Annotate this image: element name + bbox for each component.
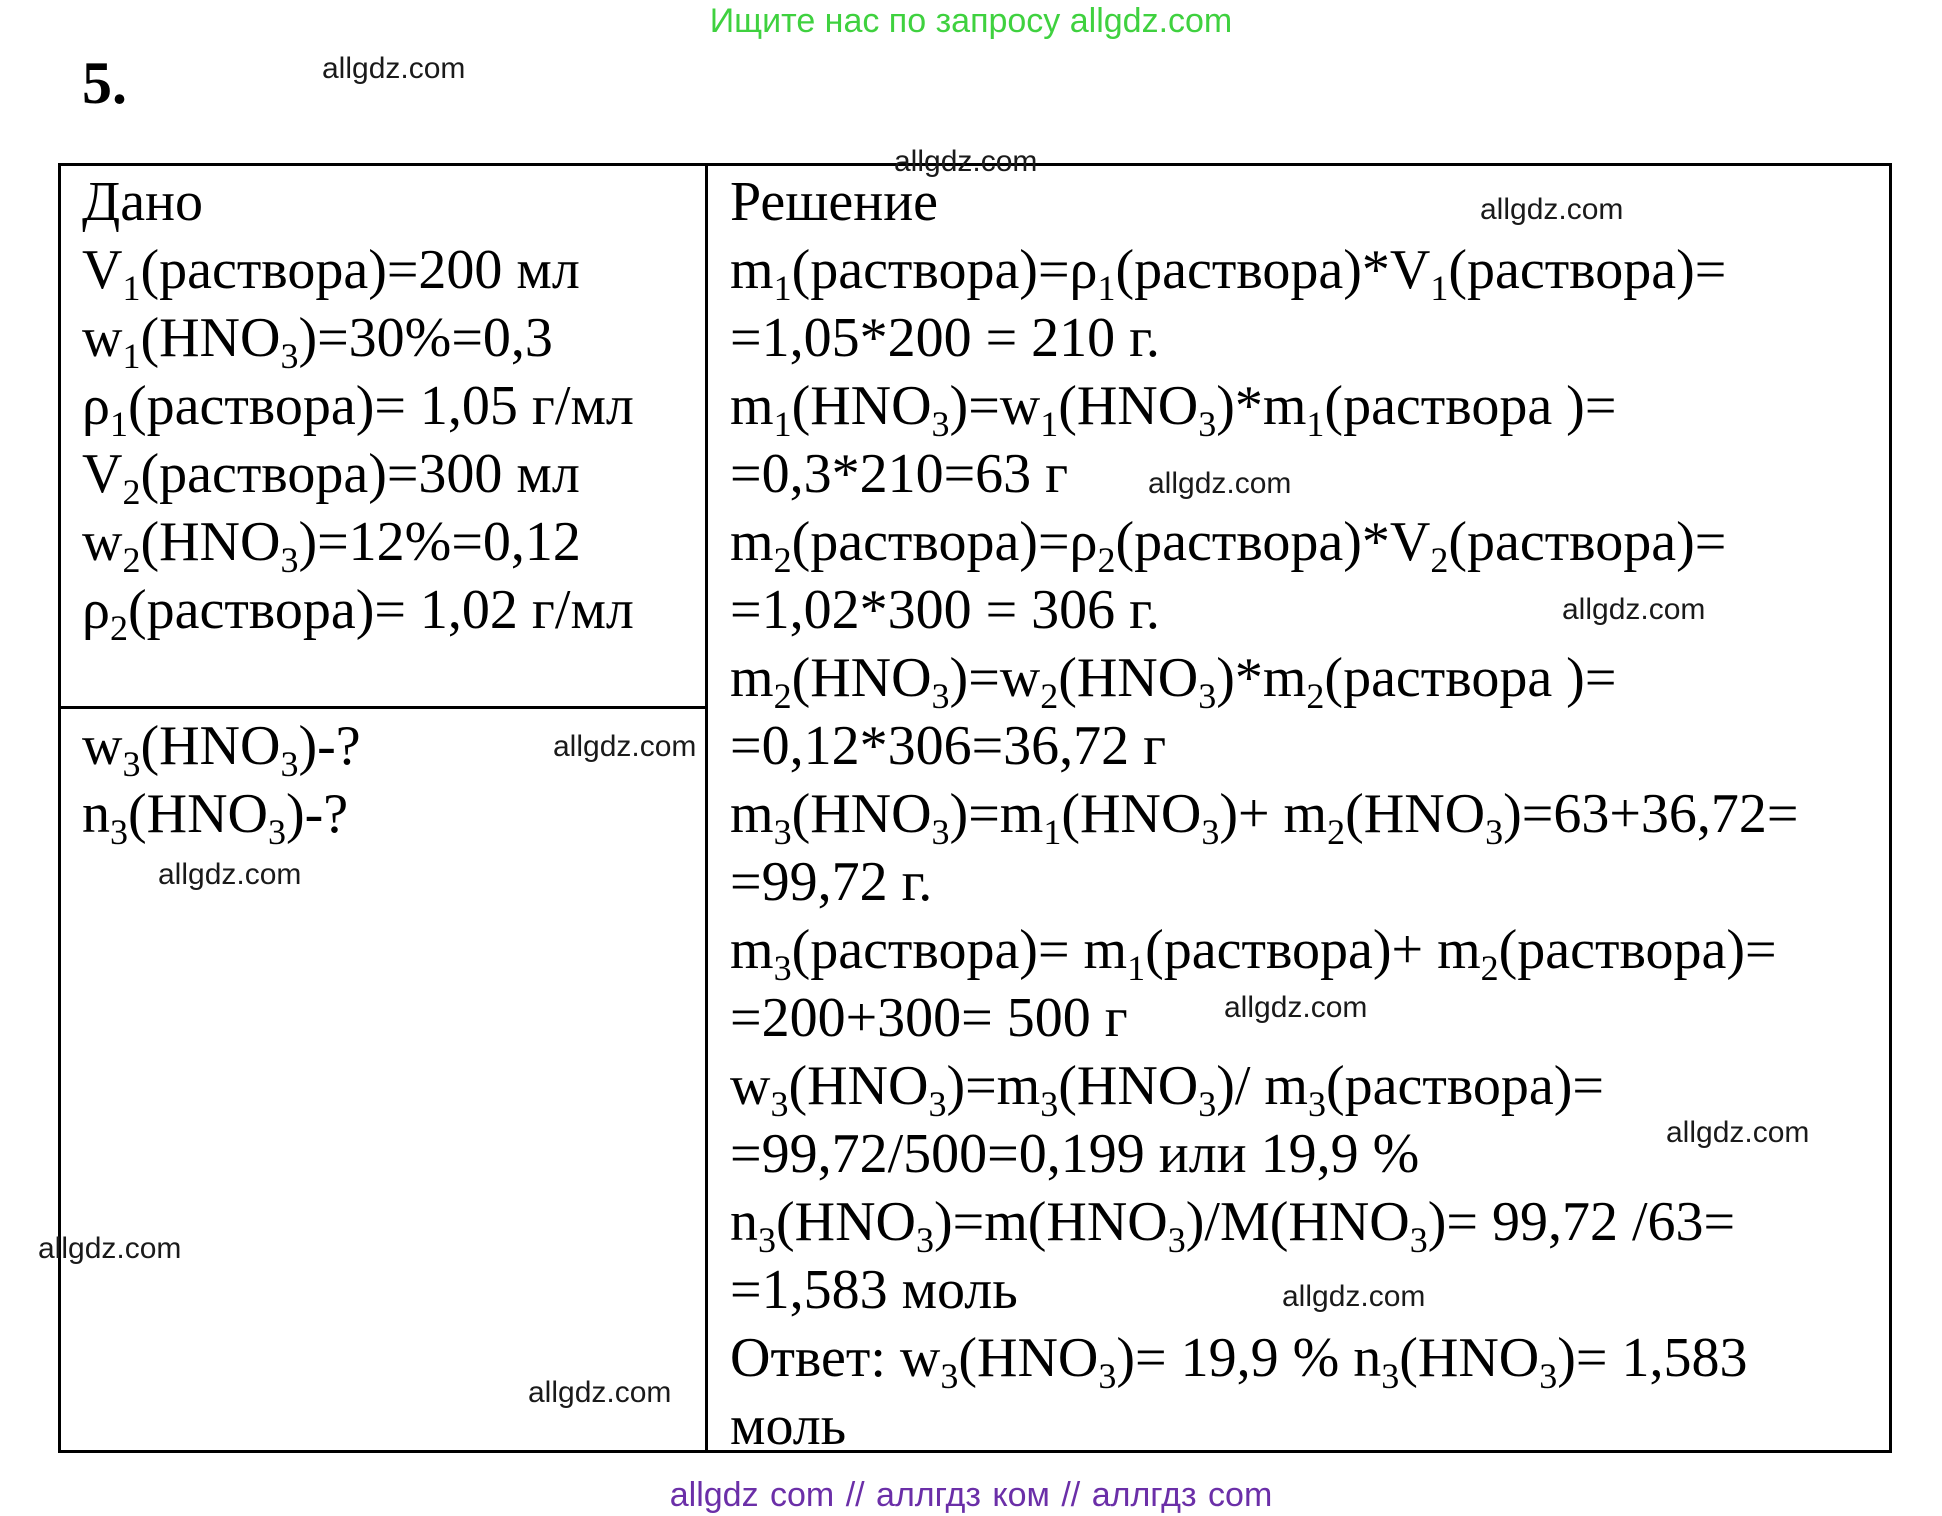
formula-text: (раствора)= m	[791, 919, 1128, 981]
formula-text: (HNO	[1061, 783, 1202, 845]
formula-text: =0,12*306=36,72 г	[730, 715, 1167, 777]
subscript: 1	[773, 268, 792, 308]
subscript: 3	[770, 1084, 789, 1124]
formula-text: ρ	[82, 579, 110, 641]
subscript: 3	[1539, 1356, 1558, 1396]
formula-text: (HNO	[1345, 783, 1486, 845]
subscript: 3	[931, 676, 950, 716]
formula-text: (HNO	[776, 1191, 916, 1253]
find-line	[82, 780, 361, 852]
subscript: 2	[1040, 676, 1059, 716]
formula-text: )=m	[949, 783, 1044, 845]
formula-text: w	[82, 715, 123, 777]
given-line	[82, 304, 634, 376]
subscript: 1	[1306, 404, 1325, 444]
watermark: allgdz.com	[1666, 1116, 1810, 1149]
formula-text: m	[730, 647, 774, 709]
formula-text: (раствора)=300 мл	[140, 443, 580, 505]
find-line	[82, 712, 361, 784]
formula-text: w	[82, 307, 123, 369]
formula-text: (раствора)=ρ	[791, 511, 1098, 573]
formula-text: )*m	[1216, 647, 1307, 709]
subscript: 3	[931, 812, 950, 852]
solution-line	[730, 1188, 1799, 1260]
subscript: 1	[122, 268, 141, 308]
formula-text: m	[730, 511, 774, 573]
subscript: 3	[1098, 1356, 1117, 1396]
formula-text: (HNO	[1058, 1055, 1199, 1117]
solution-line	[730, 1120, 1799, 1188]
subscript: 3	[267, 812, 286, 852]
formula-text: (HNO	[140, 511, 281, 573]
subscript: 3	[1485, 812, 1504, 852]
subscript: 2	[1327, 812, 1346, 852]
formula-text: )=w	[949, 647, 1041, 709]
subscript: 3	[1198, 404, 1217, 444]
subscript: 1	[1097, 268, 1116, 308]
formula-text: =0,3*210=63 г	[730, 443, 1069, 505]
formula-text: =200+300= 500 г	[730, 987, 1128, 1049]
formula-text: n	[82, 783, 110, 845]
solution-header: Решение	[730, 171, 939, 233]
watermark: allgdz.com	[1148, 467, 1292, 500]
formula-text: =99,72 г.	[730, 851, 933, 913]
task-number: 5.	[82, 50, 127, 116]
formula-text: )=12%=0,12	[298, 511, 581, 573]
formula-text: )=m(HNO	[933, 1191, 1168, 1253]
formula-text: (раствора)= 1,05 г/мл	[127, 375, 634, 437]
subscript: 3	[915, 1220, 934, 1260]
solution-line	[730, 1324, 1799, 1396]
formula-text: )=63+36,72=	[1503, 783, 1799, 845]
subscript: 3	[758, 1220, 776, 1260]
formula-text: (раствора)*V	[1115, 511, 1431, 573]
subscript: 3	[1198, 676, 1217, 716]
formula-text: )=w	[949, 375, 1041, 437]
given-find-divider	[58, 706, 708, 709]
formula-text: =1,05*200 = 210 г.	[730, 307, 1160, 369]
subscript: 2	[122, 540, 141, 580]
formula-text: )-?	[285, 783, 349, 845]
formula-text: (раствора )=	[1324, 375, 1617, 437]
formula-text: (раствора)=	[1448, 511, 1727, 573]
subscript: 3	[280, 540, 299, 580]
watermark: allgdz.com	[322, 52, 466, 85]
formula-text: (HNO	[1058, 647, 1199, 709]
formula-text: (раствора)=ρ	[791, 239, 1098, 301]
subscript: 3	[280, 744, 299, 784]
subscript: 2	[122, 472, 141, 512]
subscript: 3	[1040, 1084, 1059, 1124]
subscript: 3	[122, 744, 141, 784]
subscript: 2	[109, 608, 128, 648]
formula-text: (HNO	[958, 1327, 1099, 1389]
subscript: 3	[1198, 1084, 1217, 1124]
formula-text: (HNO	[788, 1055, 929, 1117]
subscript: 1	[773, 404, 792, 444]
watermark: allgdz.com	[38, 1232, 182, 1265]
formula-text: (раствора)=	[1325, 1055, 1604, 1117]
watermark: allgdz.com	[553, 730, 697, 763]
formula-text: (HNO	[791, 647, 932, 709]
formula-text: (раствора )=	[1324, 647, 1617, 709]
formula-text: )=m	[946, 1055, 1041, 1117]
formula-text: )-?	[298, 715, 361, 777]
formula-text: (раствора)= 1,02 г/мл	[127, 579, 634, 641]
formula-text: (раствора)=200 мл	[140, 239, 580, 301]
solution-line	[730, 848, 1799, 916]
formula-text: (раствора)+ m	[1145, 919, 1481, 981]
subscript: 3	[1201, 812, 1220, 852]
formula-text: )*m	[1216, 375, 1307, 437]
subscript: 1	[122, 336, 141, 376]
solution-line	[730, 236, 1799, 308]
subscript: 3	[1381, 1356, 1400, 1396]
subscript: 3	[928, 1084, 947, 1124]
solution-line	[730, 1052, 1799, 1124]
watermark: allgdz.com	[1562, 593, 1706, 626]
formula-text: (раствора)*V	[1115, 239, 1431, 301]
formula-text: (раствора)=	[1498, 919, 1777, 981]
subscript: 3	[1409, 1220, 1428, 1260]
subscript: 3	[931, 404, 950, 444]
watermark: allgdz.com	[1282, 1280, 1426, 1313]
formula-text: (HNO	[791, 375, 932, 437]
solution-line	[730, 780, 1799, 852]
formula-text: (HNO	[791, 783, 932, 845]
subscript: 3	[940, 1356, 959, 1396]
given-line	[82, 576, 634, 648]
given-header: Дано	[82, 171, 204, 233]
formula-text: (HNO	[140, 307, 281, 369]
formula-text: (HNO	[1058, 375, 1199, 437]
solution-line	[730, 304, 1799, 372]
formula-text: )+ m	[1219, 783, 1328, 845]
subscript: 3	[773, 812, 792, 852]
watermark: allgdz.com	[1224, 991, 1368, 1024]
given-line	[82, 236, 634, 308]
subscript: 1	[1040, 404, 1059, 444]
formula-text: (HNO	[1399, 1327, 1540, 1389]
formula-text: w	[82, 511, 123, 573]
formula-text: V	[82, 443, 123, 505]
formula-text: m	[730, 783, 774, 845]
footer-links: allgdz com // аллгдз ком // аллгдз com	[669, 1476, 1273, 1514]
subscript: 1	[109, 404, 128, 444]
subscript: 3	[1307, 1084, 1326, 1124]
given-line	[82, 440, 634, 512]
solution-line	[730, 372, 1799, 444]
watermark: allgdz.com	[528, 1376, 672, 1409]
subscript: 1	[1043, 812, 1062, 852]
formula-text: w	[730, 1055, 771, 1117]
subscript: 3	[280, 336, 299, 376]
formula-text: (раствора)=	[1448, 239, 1727, 301]
solution-line	[730, 916, 1799, 988]
watermark: allgdz.com	[158, 858, 302, 891]
subscript: 3	[773, 948, 792, 988]
formula-text: )=30%=0,3	[298, 307, 553, 369]
subscript: 1	[1127, 948, 1146, 988]
formula-text: =99,72/500=0,199 или 19,9 %	[730, 1123, 1420, 1185]
watermark: allgdz.com	[1480, 193, 1624, 226]
given-cell	[82, 168, 634, 648]
formula-text: m	[730, 375, 774, 437]
solution-line	[730, 1256, 1799, 1324]
find-cell	[82, 712, 361, 852]
formula-text: =1,583 моль	[730, 1259, 1018, 1321]
formula-text: m	[730, 239, 774, 301]
formula-text: (HNO	[128, 783, 268, 845]
solution-cell	[730, 168, 1799, 1460]
formula-text: (HNO	[140, 715, 281, 777]
formula-text: m	[730, 919, 774, 981]
subscript: 3	[1167, 1220, 1186, 1260]
top-banner: Ищите нас по запросу allgdz.com	[709, 2, 1233, 40]
solution-line	[730, 712, 1799, 780]
column-divider	[705, 163, 708, 1453]
subscript: 2	[1097, 540, 1116, 580]
formula-text: )= 99,72 /63=	[1427, 1191, 1736, 1253]
subscript: 2	[1430, 540, 1449, 580]
formula-text: )= 19,9 % n	[1116, 1327, 1382, 1389]
formula-text: )/M(HNO	[1185, 1191, 1410, 1253]
subscript: 2	[1306, 676, 1325, 716]
subscript: 1	[1430, 268, 1449, 308]
subscript: 2	[773, 540, 792, 580]
formula-text: )= 1,583	[1557, 1327, 1748, 1389]
formula-text: ρ	[82, 375, 110, 437]
formula-text: Ответ: w	[730, 1327, 941, 1389]
given-line	[82, 508, 634, 580]
given-line	[82, 372, 634, 444]
formula-text: )/ m	[1216, 1055, 1308, 1117]
formula-text: n	[730, 1191, 758, 1253]
solution-line	[730, 644, 1799, 716]
subscript: 2	[773, 676, 792, 716]
solution-line	[730, 1392, 1799, 1460]
subscript: 3	[110, 812, 128, 852]
formula-text: V	[82, 239, 123, 301]
subscript: 2	[1480, 948, 1499, 988]
watermark: allgdz.com	[894, 145, 1038, 178]
formula-text: =1,02*300 = 306 г.	[730, 579, 1160, 641]
formula-text: моль	[730, 1395, 847, 1457]
solution-line	[730, 508, 1799, 580]
